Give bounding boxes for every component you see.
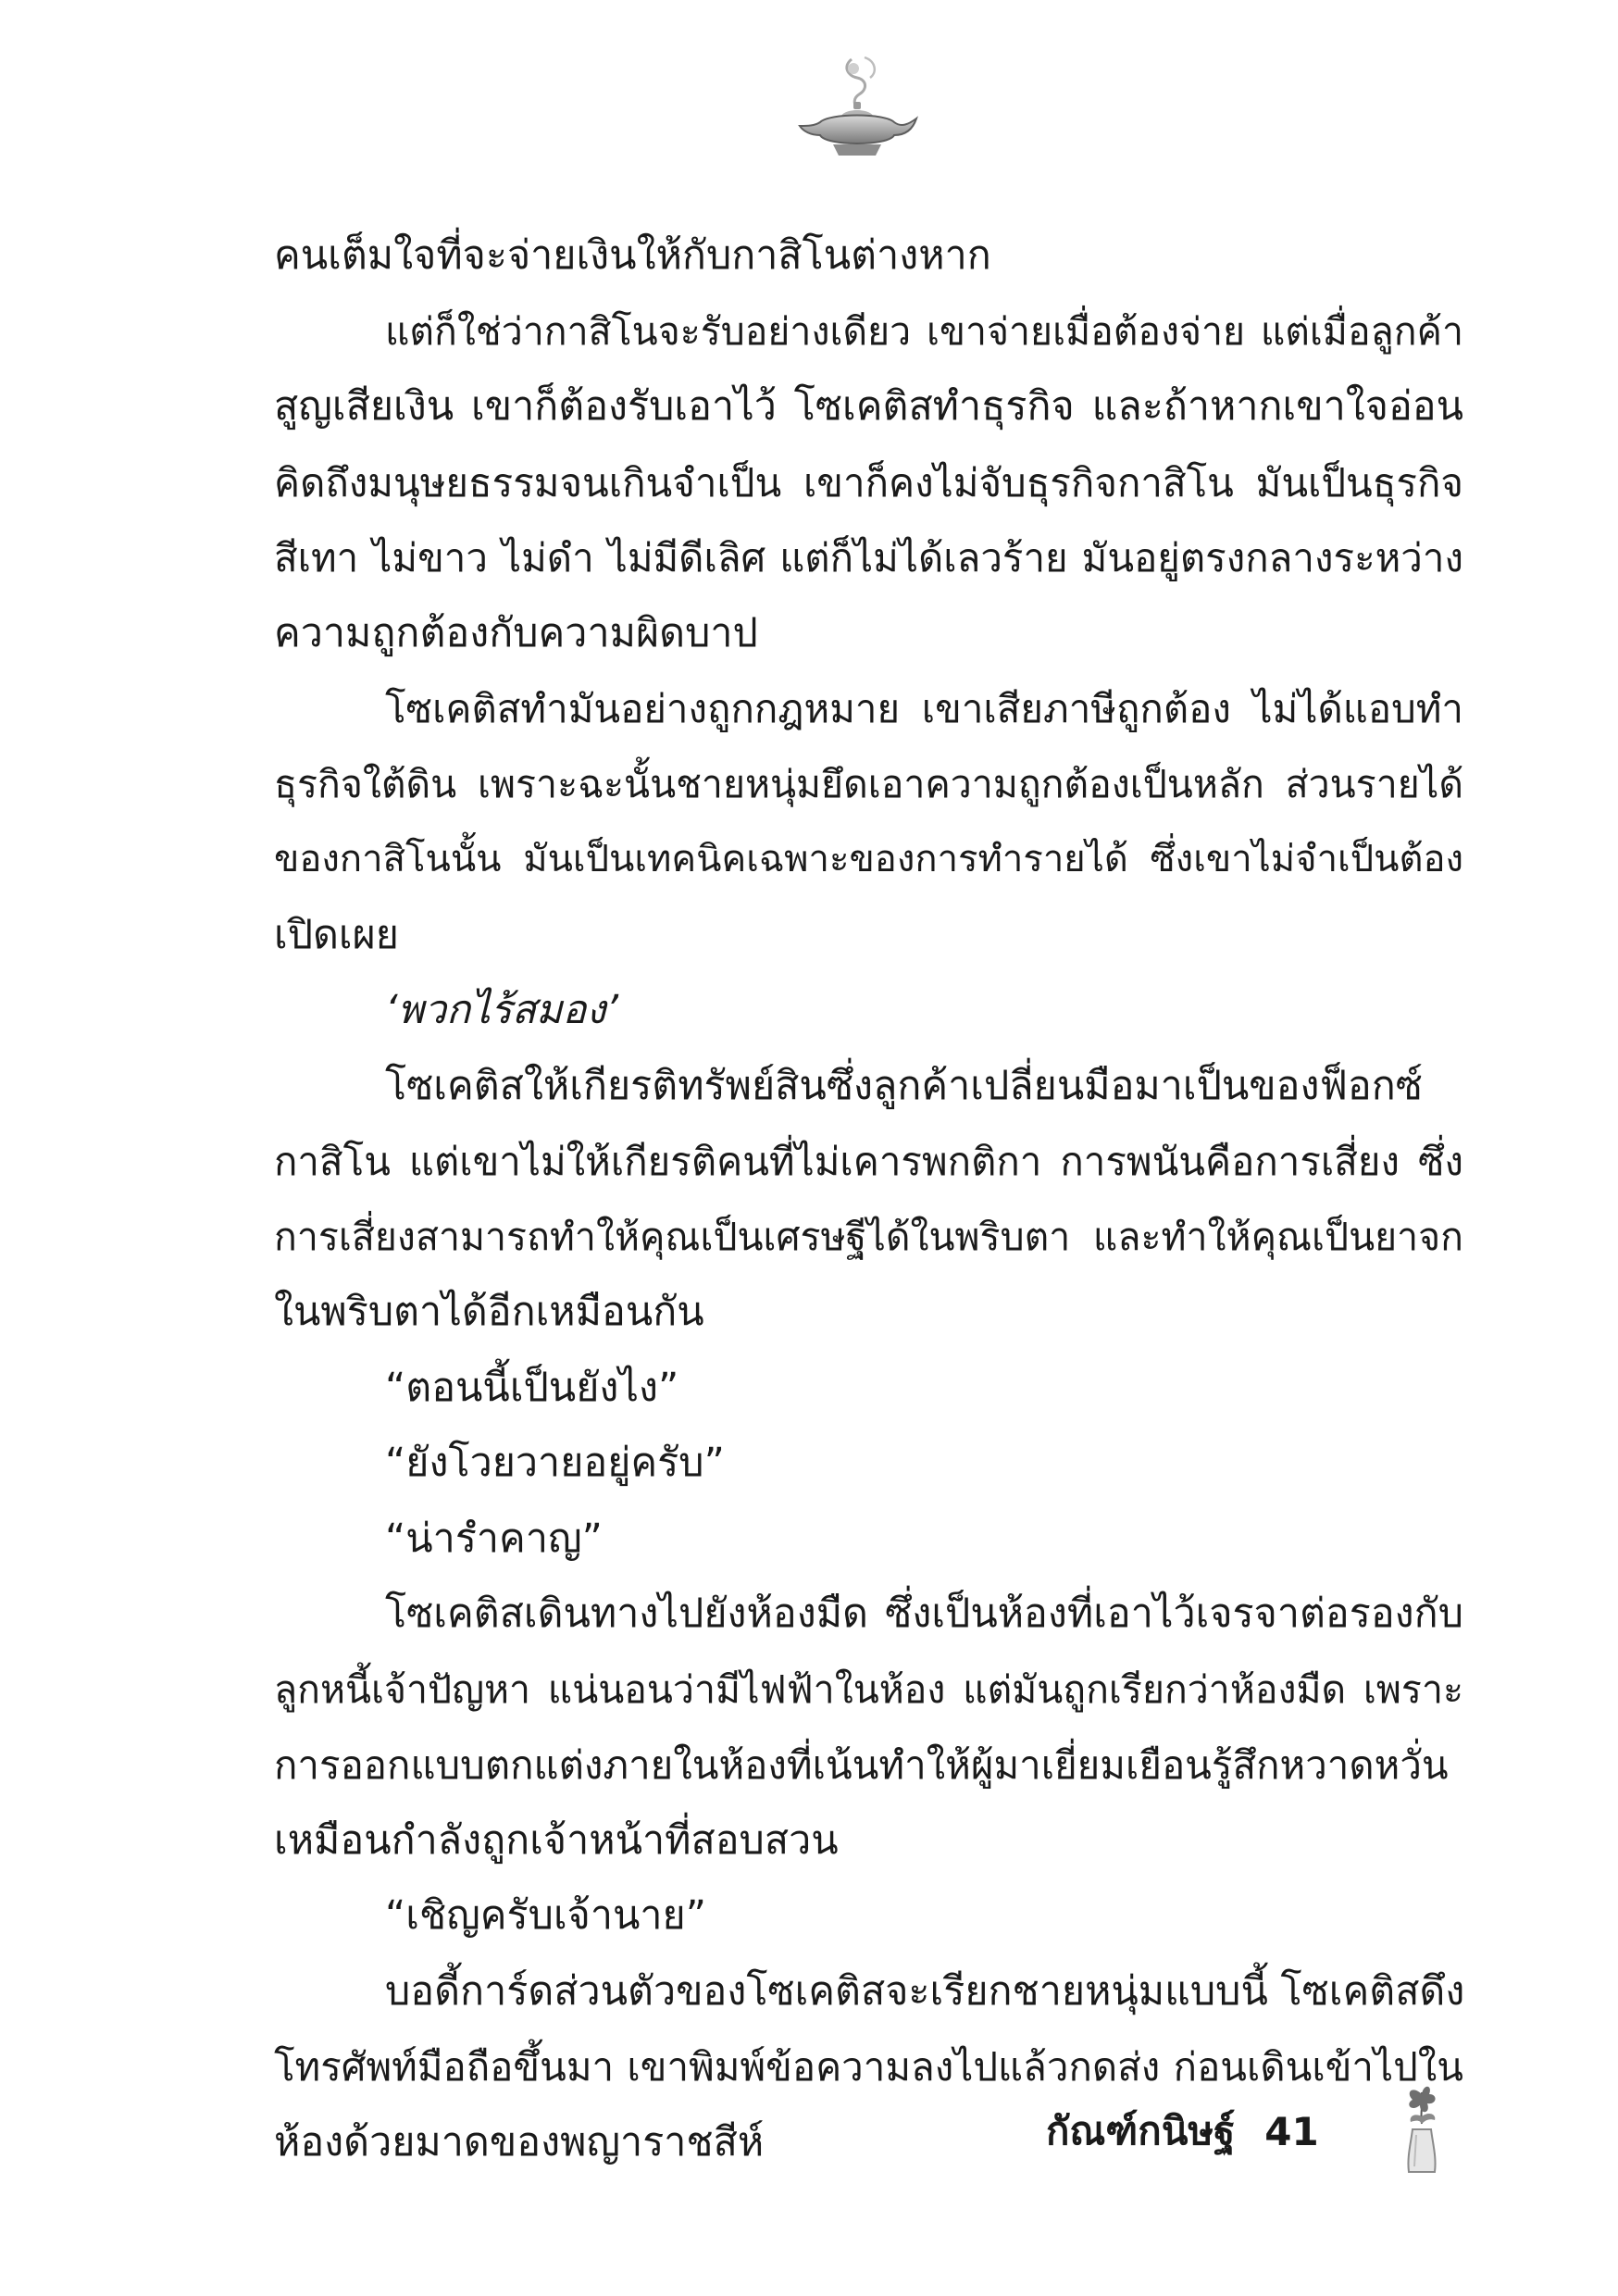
text-line: คนเต็มใจที่จะจ่ายเงินให้กับกาสิโนต่างหาก (274, 232, 991, 279)
text-line: “น่ารำคาญ” (385, 1515, 603, 1562)
text-line: การออกแบบตกแต่งภายในห้องที่เน้นทำให้ผู้มาเยี่ยมเยือนรู้สึกหวาดหวั่น (274, 1742, 1449, 1788)
text-line: การเสี่ยงสามารถทำให้คุณเป็นเศรษฐีได้ในพริบตา และทำให้คุณเป็นยาจก (274, 1214, 1463, 1259)
text-line: สูญเสียเงิน เขาก็ต้องรับเอาไว้ โซเคติสทำธุรกิจ และถ้าหากเขาใจอ่อน (274, 383, 1463, 430)
flower-vase-icon (1396, 2083, 1448, 2179)
text-line: ในพริบตาได้อีกเหมือนกัน (274, 1289, 704, 1335)
text-line: ‘พวกไร้สมอง’ (385, 987, 618, 1033)
text-line: แต่ก็ใช่ว่ากาสิโนจะรับอย่างเดียว เขาจ่ายเมื่อต้องจ่าย แต่เมื่อลูกค้า (385, 308, 1463, 354)
page-footer (1046, 2094, 1319, 2168)
text-line: โทรศัพท์มือถือขึ้นมา เขาพิมพ์ข้อความลงไปแล้วกดส่ง ก่อนเดินเข้าไปใน (274, 2044, 1463, 2090)
text-line: เหมือนกำลังถูกเจ้าหน้าที่สอบสวน (274, 1816, 839, 1864)
text-line: โซเคติสให้เกียรติทรัพย์สินซึ่งลูกค้าเปลี่ยนมือมาเป็นของฟ็อกซ์ (385, 1062, 1423, 1109)
body-text (274, 218, 1463, 2180)
text-line: คิดถึงมนุษยธรรมจนเกินจำเป็น เขาก็คงไม่จับธุรกิจกาสิโน มันเป็นธุรกิจ (274, 459, 1463, 505)
text-line: สีเทา ไม่ขาว ไม่ดำ ไม่มีดีเลิศ แต่ก็ไม่ได้เลวร้าย มันอยู่ตรงกลางระหว่าง (274, 535, 1463, 580)
text-line: บอดี้การ์ดส่วนตัวของโซเคติสจะเรียกชายหนุ่มแบบนี้ โซเคติสดึง (385, 1967, 1465, 2015)
text-line: “ยังโวยวายอยู่ครับ” (385, 1440, 725, 1486)
text-line: ความถูกต้องกับความผิดบาป (274, 609, 758, 656)
genie-lamp-icon (792, 54, 922, 165)
page-number: 41 (1264, 2108, 1319, 2154)
text-line: ห้องด้วยมาดของพญาราชสีห์ (274, 2118, 765, 2165)
text-line: โซเคติสเดินทางไปยังห้องมืด ซึ่งเป็นห้องที่เอาไว้เจรจาต่อรองกับ (385, 1591, 1463, 1637)
text-line: ของกาสิโนนั้น มันเป็นเทคนิคเฉพาะของการทำรายได้ ซึ่งเขาไม่จำเป็นต้อง (274, 838, 1463, 880)
text-line: “เชิญครับเจ้านาย” (385, 1892, 707, 1939)
text-line: โซเคติสทำมันอย่างถูกกฎหมาย เขาเสียภาษีถูกต้อง ไม่ได้แอบทำ (385, 686, 1463, 731)
text-line: กาสิโน แต่เขาไม่ให้เกียรติคนที่ไม่เคารพกติกา การพนันคือการเสี่ยง ซึ่ง (274, 1139, 1463, 1184)
text-line: เปิดเผย (274, 911, 400, 958)
text-line: “ตอนนี้เป็นยังไง” (385, 1364, 679, 1411)
author-name: กัณฑ์กนิษฐ์ (1046, 2108, 1236, 2153)
text-line: ลูกหนี้เจ้าปัญหา แน่นอนว่ามีไฟฟ้าในห้อง แต่มันถูกเรียกว่าห้องมืด เพราะ (274, 1666, 1463, 1712)
text-line: ธุรกิจใต้ดิน เพราะฉะนั้นชายหนุ่มยึดเอาความถูกต้องเป็นหลัก ส่วนรายได้ (274, 761, 1463, 806)
